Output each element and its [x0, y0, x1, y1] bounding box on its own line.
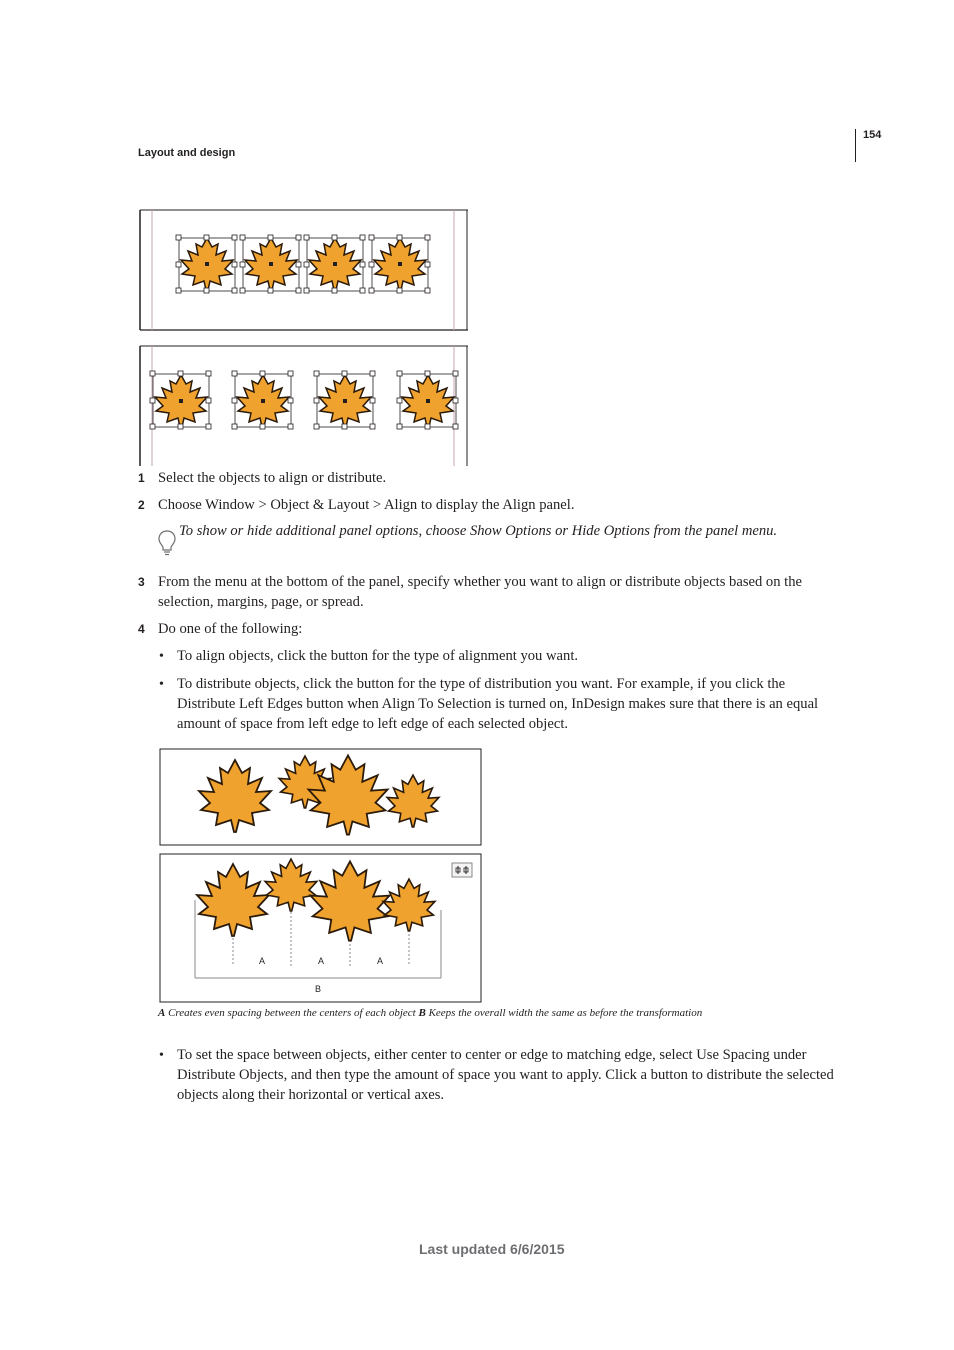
step-text: Select the objects to align or distribute. [158, 470, 387, 486]
distributed-leaves [155, 375, 454, 427]
bullet-text-line: To set the space between objects, either center to center or edge to matching edge, select Use Spacing under [177, 1047, 807, 1063]
bullet-mark: • [159, 677, 164, 692]
bullet-text-line: To align objects, click the button for the type of alignment you want. [177, 648, 579, 664]
bullet-mark: • [159, 649, 164, 664]
step-text-line: From the menu at the bottom of the panel, specify whether you want to align or distribute objects based on the [158, 574, 802, 590]
distribute-horizontal-centers-icon [452, 863, 472, 877]
page-number: 154 [863, 129, 882, 141]
figure-caption [158, 1007, 702, 1019]
distributed-center-points [179, 399, 430, 403]
caption-key-b: B [418, 1007, 426, 1019]
caption-text-b: Keeps the overall width the same as before the transformation [425, 1007, 703, 1019]
spacing-label-a: A [258, 956, 266, 966]
spacing-label-a: A [376, 956, 384, 966]
bullet-text-line: To distribute objects, click the button for the type of distribution you want. For example, if you click the [177, 676, 786, 692]
step-number: 4 [138, 622, 145, 636]
page-number-rule [855, 129, 856, 162]
caption-key-a: A [158, 1007, 166, 1019]
bullet-mark: • [159, 1048, 164, 1063]
bullet-text-line: Distribute Left Edges button when Align To Selection is turned on, InDesign makes sure that there is an equal [177, 696, 819, 712]
bullet-text-line: amount of space from left edge to left edge of each selected object. [177, 716, 569, 732]
step-text-line: selection, margins, page, or spread. [158, 594, 364, 610]
lightbulb-icon [158, 530, 176, 556]
figure-align-distribute [138, 208, 470, 468]
bullet-text-line: objects along their horizontal or vertical axes. [177, 1087, 445, 1103]
running-header: Layout and design [138, 147, 236, 159]
step-number: 2 [138, 498, 145, 512]
tip-text: To show or hide additional panel options, choose Show Options or Hide Options from the panel menu. [179, 523, 778, 539]
after-panel [160, 854, 481, 1002]
step-text: Do one of the following: [158, 621, 303, 637]
aligned-leaves [181, 238, 426, 290]
step-number: 3 [138, 575, 145, 589]
caption-text-a: Creates even spacing between the centers of each object [165, 1007, 419, 1019]
spacing-label-a: A [317, 956, 325, 966]
step-number: 1 [138, 471, 145, 485]
bullet-text-line: Distribute Objects, and then type the amount of space you want to apply. Click a button to distribute the selected [177, 1067, 834, 1083]
width-label-b: B [314, 984, 322, 994]
last-updated: Last updated 6/6/2015 [419, 1241, 565, 1257]
step-text: Choose Window > Object & Layout > Align to display the Align panel. [158, 497, 575, 513]
figure-distribute-centers [158, 748, 484, 1004]
